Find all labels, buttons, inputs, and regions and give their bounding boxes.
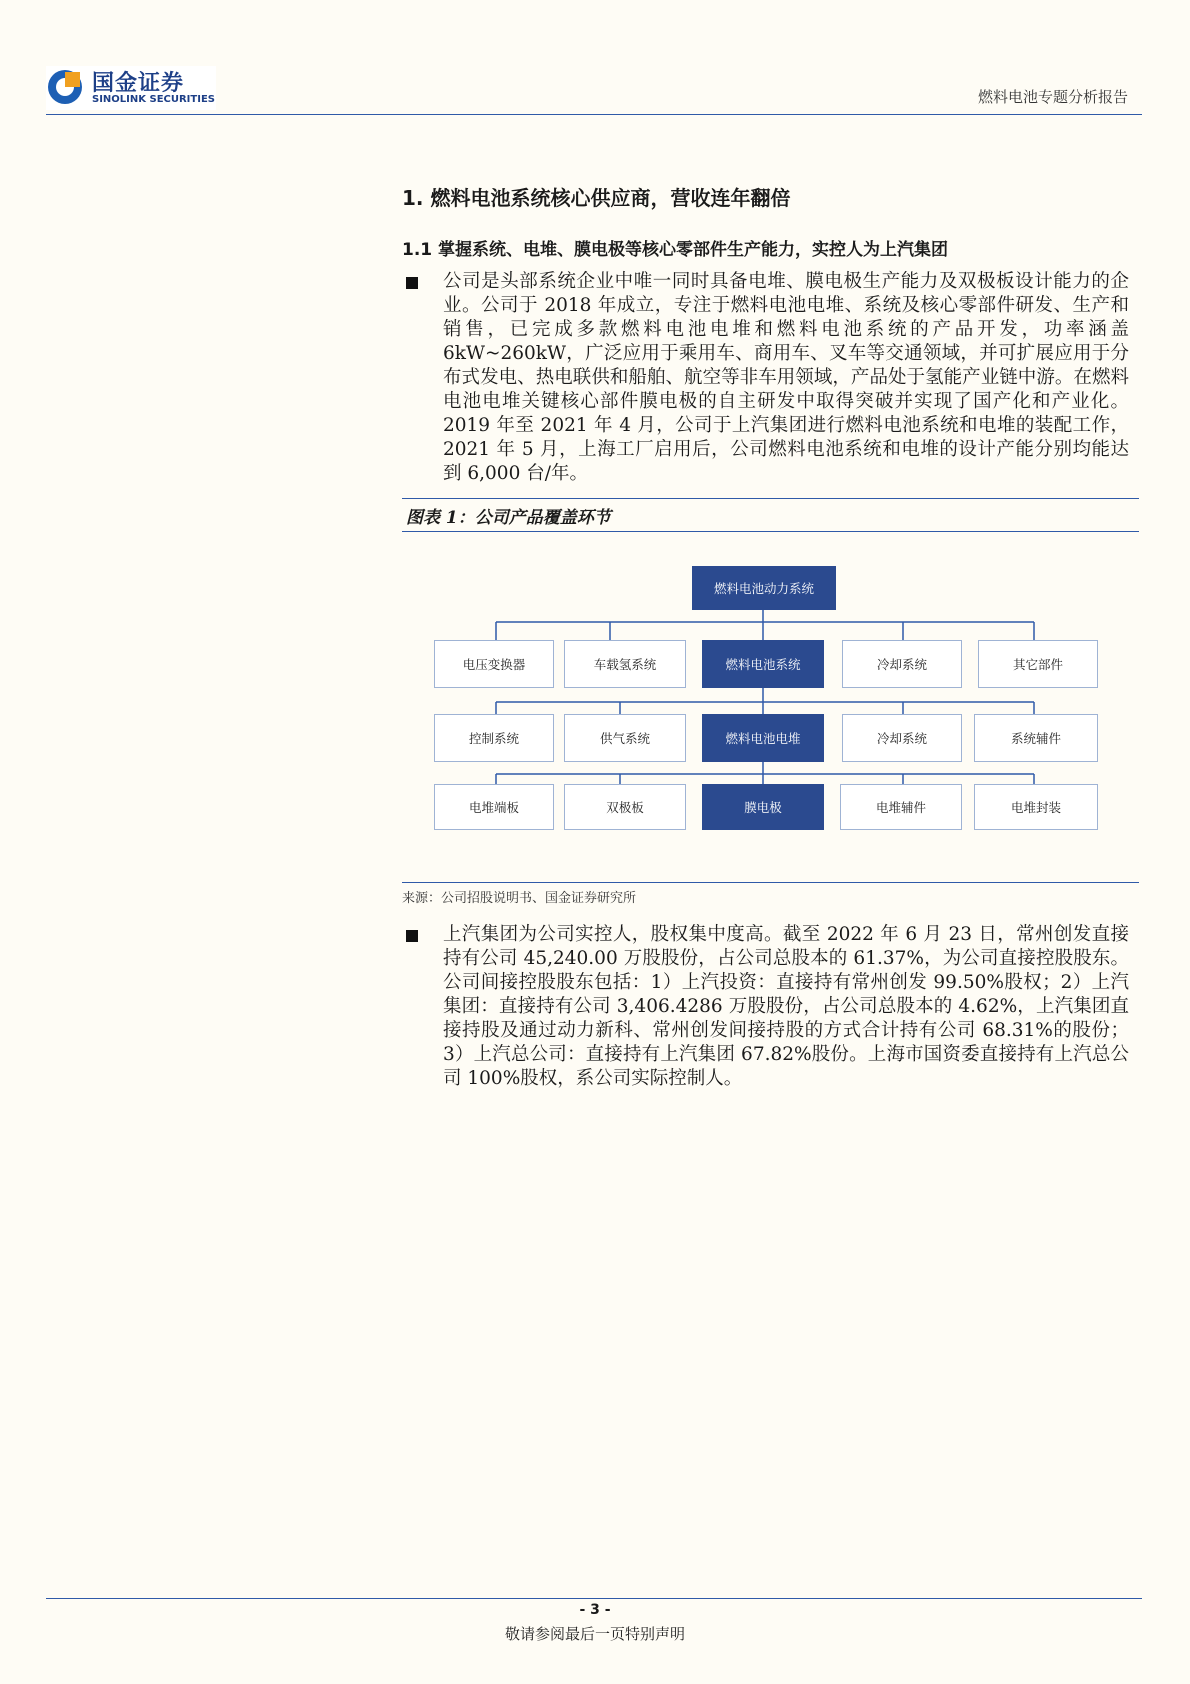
footer-divider bbox=[46, 1598, 1142, 1599]
diagram-node: 控制系统 bbox=[434, 714, 554, 762]
logo-chinese-name: 国金证券 bbox=[92, 71, 185, 96]
paragraph: 上汽集团为公司实控人，股权集中度高。截至 2022 年 6 月 23 日，常州创发直接持有公司 45,240.00 万股股份，占公司总股本的 61.37%，为公司直接控股股东。公司间接控股股东包括：1）上汽投资：直接持有常州创发 99.50%股权；2）上汽集团：直接持有公司 3,406.4286 万股股份，占公司总股本的 4.62%，上汽集团直接持股及通过动力新科、常州创发间接持股的方式合计持有公司 68.31%的股份；3）上汽总公司：直接持有上汽集团 67.82%股份。上海市国资委直接持有上汽总公司 100%股权，系公司实际控制人。 bbox=[443, 924, 1129, 1089]
diagram-node: 系统辅件 bbox=[974, 714, 1098, 762]
section-heading: 1. 燃料电池系统核心供应商，营收连年翻倍 bbox=[402, 186, 791, 210]
diagram-node: 电堆封装 bbox=[974, 784, 1098, 830]
diagram-node: 其它部件 bbox=[978, 640, 1098, 688]
subsection-heading: 1.1 掌握系统、电堆、膜电极等核心零部件生产能力，实控人为上汽集团 bbox=[402, 240, 949, 260]
diagram-node: 电堆辅件 bbox=[840, 784, 962, 830]
product-coverage-diagram bbox=[430, 560, 1110, 840]
diagram-node-top: 燃料电池动力系统 bbox=[692, 566, 836, 610]
diagram-node: 燃料电池电堆 bbox=[702, 714, 824, 762]
diagram-node: 燃料电池系统 bbox=[702, 640, 824, 688]
diagram-node: 车载氢系统 bbox=[564, 640, 686, 688]
company-logo bbox=[46, 66, 216, 110]
figure-title-bar bbox=[402, 498, 1139, 532]
figure-source: 来源：公司招股说明书、国金证券研究所 bbox=[402, 891, 637, 906]
diagram-node: 电堆端板 bbox=[434, 784, 554, 830]
source-divider bbox=[402, 882, 1139, 883]
diagram-node: 双极板 bbox=[564, 784, 686, 830]
figure-title: 图表 1：公司产品覆盖环节 bbox=[406, 508, 611, 528]
paragraph: 公司是头部系统企业中唯一同时具备电堆、膜电极生产能力及双极板设计能力的企业。公司于 2018 年成立，专注于燃料电池电堆、系统及核心零部件研发、生产和销售，已完成多款燃料电池电堆和燃料电池系统的产品开发，功率涵盖 6kW~260kW，广泛应用于乘用车、商用车、叉车等交通领域，并可扩展应用于分布式发电、热电联供和船舶、航空等非车用领域，产品处于氢能产业链中游。在燃料电池电堆关键核心部件膜电极的自主研发中取得突破并实现了国产化和产业化。2019 年至 2021 年 4 月，公司于上汽集团进行燃料电池系统和电堆的装配工作，2021 年 5 月，上海工厂启用后，公司燃料电池系统和电堆的设计产能分别均能达到 6,000 台/年。 bbox=[443, 271, 1129, 484]
page-header bbox=[46, 66, 1142, 115]
diagram-node: 冷却系统 bbox=[842, 640, 962, 688]
logo-english-name: SINOLINK SECURITIES bbox=[92, 94, 215, 105]
diagram-node: 电压变换器 bbox=[434, 640, 554, 688]
page-number: - 3 - bbox=[579, 1602, 611, 1618]
sinolink-logo-icon bbox=[46, 68, 84, 106]
diagram-node: 冷却系统 bbox=[842, 714, 962, 762]
diagram-node: 供气系统 bbox=[564, 714, 686, 762]
bullet-marker bbox=[406, 277, 418, 289]
footer-disclaimer: 敬请参阅最后一页特别声明 bbox=[504, 1625, 685, 1643]
report-title: 燃料电池专题分析报告 bbox=[977, 88, 1128, 106]
diagram-node: 膜电极 bbox=[702, 784, 824, 830]
bullet-marker bbox=[406, 930, 418, 942]
